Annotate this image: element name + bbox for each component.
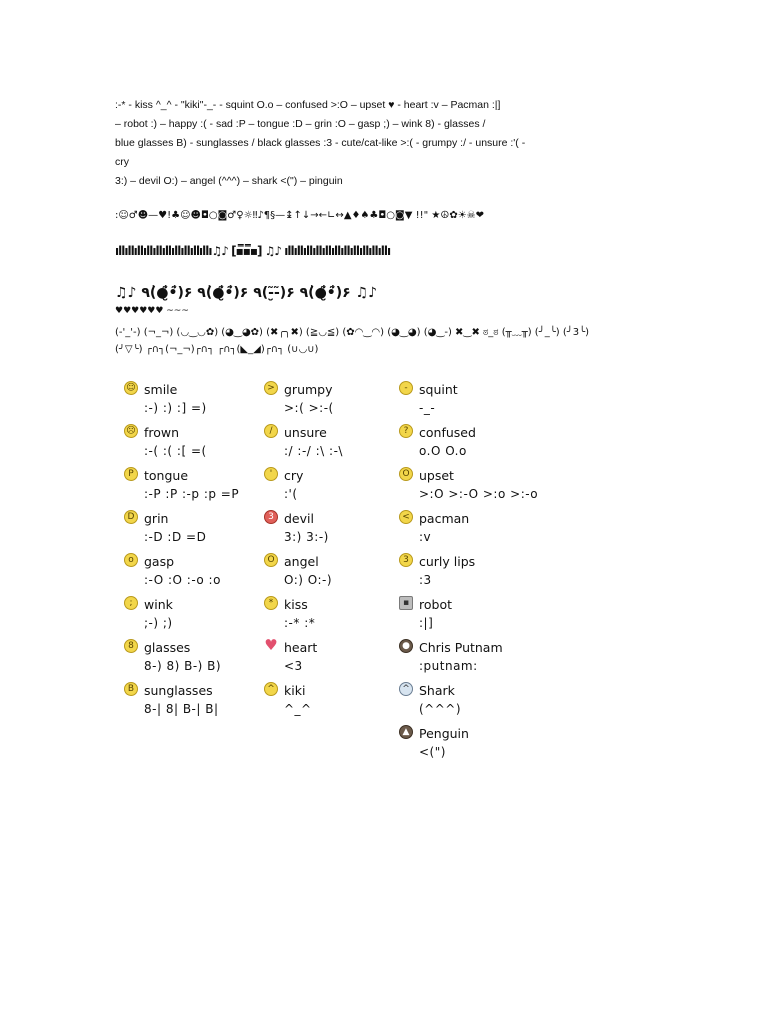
emoticon-code: <3 [284, 659, 303, 673]
emoticon-name: wink [144, 597, 173, 612]
wink-icon: ; [124, 596, 138, 610]
emoticon-name: Penguin [419, 726, 469, 741]
kiki-icon: ^ [264, 682, 278, 696]
emoticon-name: pacman [419, 511, 470, 526]
gasp-icon: o [124, 553, 138, 567]
emoticon-code: (^^^) [419, 702, 462, 716]
unsure-icon: / [264, 424, 278, 438]
emoticon-item-smile [124, 380, 264, 423]
grin-icon: D [124, 510, 138, 524]
emoticon-item-squint [399, 380, 539, 423]
emoticon-code: :-* :* [284, 616, 316, 630]
emoticon-code: O:) O:-) [284, 573, 333, 587]
emoticon-name: cry [284, 468, 304, 483]
emoticon-name: tongue [144, 468, 189, 483]
emoticon-name: upset [419, 468, 454, 483]
text-line: :-* - kiss ^_^ - "kiki"-_- - squint O.o – confused >:O – upset ♥ - heart :v – Pacman :|] [115, 99, 501, 111]
emoticon-name: unsure [284, 425, 327, 440]
emoticon-name: curly lips [419, 554, 476, 569]
emoticon-item-shark [399, 681, 539, 724]
emoticon-code: <(") [419, 745, 446, 759]
emoticon-item-glasses [124, 638, 264, 681]
emoticon-item-penguin [399, 724, 539, 767]
emoticon-item-cry [264, 466, 404, 509]
text-line: 3:) – devil O:) – angel (^^^) – shark <(") – pinguin [115, 175, 343, 187]
symbols-line: :☺♂☻—♥!♣☺☻◘○◙♂♀☼‼♪¶§—↨↑↓→←∟↔▲♦♠♣◘○◙▼ !!" ★☮✿☀☠❤ [115, 210, 485, 221]
emoticon-name: angel [284, 554, 319, 569]
faces-line: (-'_'-) (¬_¬) (◡‿◡✿) (◕‿◕✿) (✖╭╮✖) (≧◡≦) (✿◠‿◠) (◕‿◕) (◕‿-) ✖‿✖ ಠ_ಠ (╥﹏╥) (╯_╰) (╯3╰) [115, 327, 590, 338]
emoticon-item-curly-lips [399, 552, 539, 595]
heart-icon: ♥ [264, 636, 278, 654]
emoticon-item-grumpy [264, 380, 404, 423]
emoticon-code: :'( [284, 487, 298, 501]
emoticon-item-frown [124, 423, 264, 466]
confused-icon: ? [399, 424, 413, 438]
emoticon-item-robot [399, 595, 539, 638]
emoticon-item-heart [264, 638, 404, 681]
emoticon-name: confused [419, 425, 476, 440]
emoticon-item-confused [399, 423, 539, 466]
emoticon-item-pacman [399, 509, 539, 552]
emoticon-name: grin [144, 511, 169, 526]
emoticon-column-3 [399, 380, 539, 767]
emoticon-code: :putnam: [419, 659, 478, 673]
emoticon-name: grumpy [284, 382, 333, 397]
text-line: – robot :) – happy :( - sad :P – tongue :D – grin :O – gasp ;) – wink 8) - glasses / [115, 118, 486, 130]
emoticon-code: :-( :( :[ =( [144, 444, 207, 458]
emoticon-item-unsure [264, 423, 404, 466]
tongue-icon: P [124, 467, 138, 481]
chris-putnam-icon: ● [399, 639, 413, 653]
emoticon-code: :|] [419, 616, 434, 630]
emoticon-item-gasp [124, 552, 264, 595]
squint-icon: - [399, 381, 413, 395]
emoticon-name: smile [144, 382, 178, 397]
emoticon-name: kiss [284, 597, 308, 612]
emoticon-code: :3 [419, 573, 432, 587]
emoticon-text-list [115, 96, 655, 191]
penguin-icon: ▲ [399, 725, 413, 739]
emoticon-item-wink [124, 595, 264, 638]
emoticon-item-kiss [264, 595, 404, 638]
curly-lips-icon: 3 [399, 553, 413, 567]
dance-line: ♫♪ ٩(̾●̮̮̃̾•̃̾)۶ ٩(̾●̮̮̃̾•̃̾)۶ ٩(-̮̮̃-̃)۶ ٩(̾●̮̮̃̾•̃̾)۶ ♫♪ [115, 285, 378, 301]
faces-line: (╯▽╰) ┌∩┐(¬_¬)┌∩┐ ┌∩┐(◣_◢)┌∩┐ (∪◡∪) [115, 344, 319, 355]
emoticon-code: 8-| 8| B-| B| [144, 702, 219, 716]
emoticon-code: :-D :D =D [144, 530, 207, 544]
emoticon-column-2 [264, 380, 404, 724]
kiss-icon: * [264, 596, 278, 610]
smile-icon: ☺ [124, 381, 138, 395]
emoticon-item-chris-putnam [399, 638, 539, 681]
emoticon-code: 3:) 3:-) [284, 530, 329, 544]
devil-icon: 3 [264, 510, 278, 524]
emoticon-name: heart [284, 640, 318, 655]
emoticon-column-1 [124, 380, 264, 724]
emoticon-name: sunglasses [144, 683, 213, 698]
emoticon-name: Chris Putnam [419, 640, 503, 655]
cry-icon: ' [264, 467, 278, 481]
emoticon-item-upset [399, 466, 539, 509]
angel-icon: O [264, 553, 278, 567]
emoticon-name: squint [419, 382, 458, 397]
emoticon-code: 8-) 8) B-) B) [144, 659, 222, 673]
text-line: cry [115, 156, 129, 168]
shark-icon: ^ [399, 682, 413, 696]
pacman-icon: < [399, 510, 413, 524]
emoticon-item-angel [264, 552, 404, 595]
emoticon-item-devil [264, 509, 404, 552]
upset-icon: O [399, 467, 413, 481]
grumpy-icon: > [264, 381, 278, 395]
emoticon-name: frown [144, 425, 180, 440]
text-line: blue glasses B) - sunglasses / black glasses :3 - cute/cat-like >:( - grumpy :/ - unsure :'( - [115, 137, 526, 149]
robot-icon: ▪ [399, 596, 413, 610]
emoticon-code: o.O O.o [419, 444, 467, 458]
emoticon-name: gasp [144, 554, 175, 569]
hearts-line: ♥♥♥♥♥♥ ~~~ [115, 306, 189, 316]
emoticon-code: :v [419, 530, 432, 544]
emoticon-code: :/ :-/ :\ :-\ [284, 444, 343, 458]
emoticon-code: :-P :P :-p :p =P [144, 487, 240, 501]
frown-icon: ☹ [124, 424, 138, 438]
emoticon-name: Shark [419, 683, 455, 698]
emoticon-item-kiki [264, 681, 404, 724]
emoticon-item-sunglasses [124, 681, 264, 724]
emoticon-code: -_- [419, 401, 436, 415]
music-line: ıllıllıllıllıllıllıllıllıllıllı♫♪ [▪̅̅▪̅̅̅▪] ♫♪ ıllıllıllıllıllıllıllıllıllıllıllı [115, 244, 391, 258]
emoticon-code: >:( >:-( [284, 401, 334, 415]
emoticon-name: robot [419, 597, 452, 612]
emoticon-name: devil [284, 511, 314, 526]
emoticon-code: ^_^ [284, 702, 312, 716]
emoticon-item-grin [124, 509, 264, 552]
glasses-icon: 8 [124, 639, 138, 653]
emoticon-code: :-O :O :-o :o [144, 573, 221, 587]
emoticon-code: :-) :) :] =) [144, 401, 207, 415]
emoticon-name: glasses [144, 640, 191, 655]
emoticon-code: ;-) ;) [144, 616, 173, 630]
emoticon-name: kiki [284, 683, 306, 698]
emoticon-item-tongue [124, 466, 264, 509]
sunglasses-icon: B [124, 682, 138, 696]
emoticon-code: >:O >:-O >:o >:-o [419, 487, 539, 501]
